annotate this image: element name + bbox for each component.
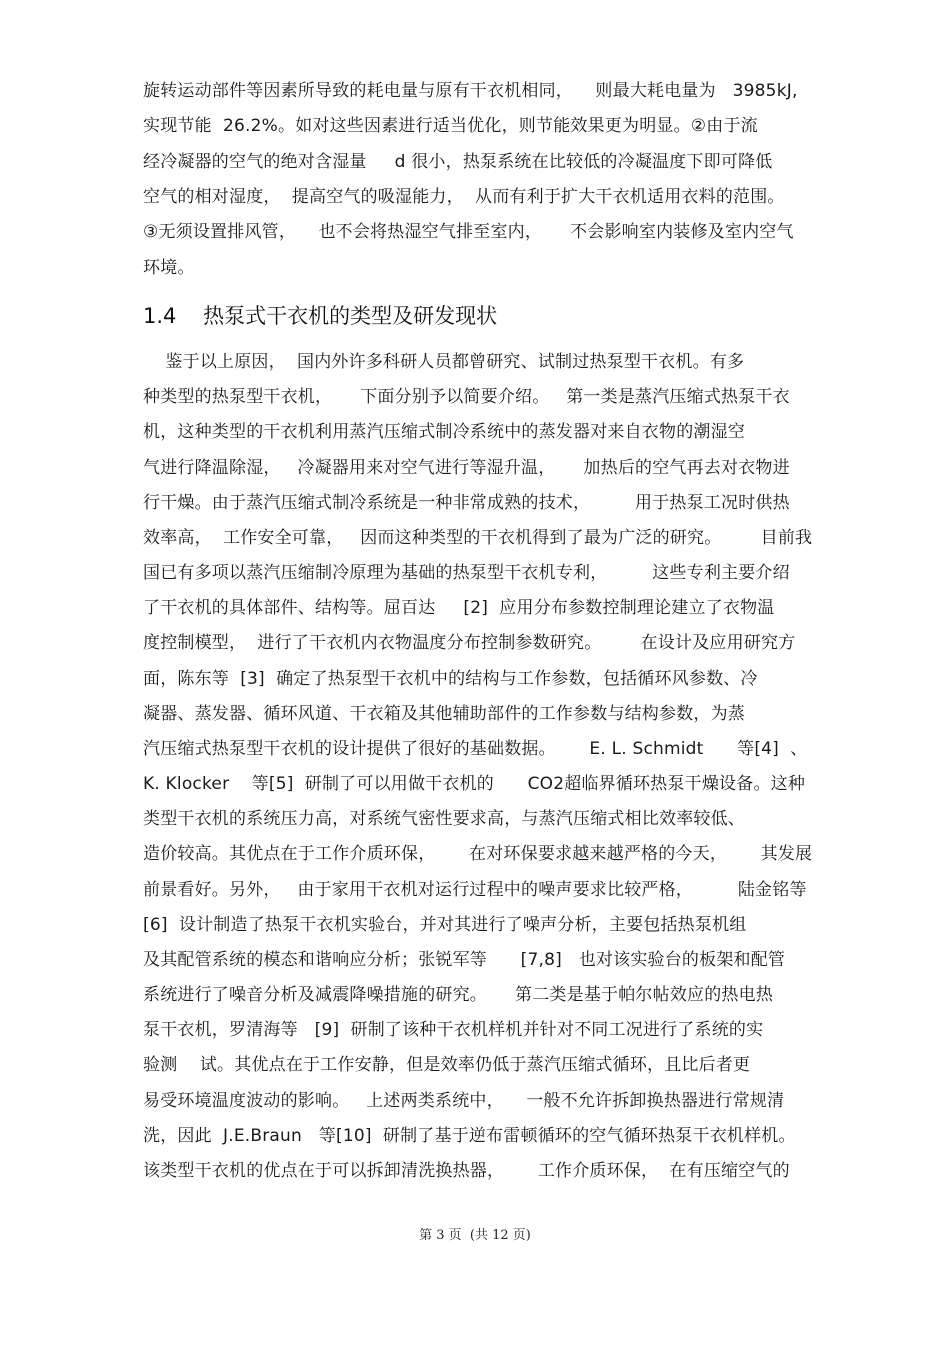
- text-line: 易受环境温度波动的影响。 上述两类系统中， 一般不允许拆卸换热器进行常规清: [143, 1090, 785, 1111]
- text-line: 国已有多项以蒸汽压缩制冷原理为基础的热泵型干衣机专利， 这些专利主要介绍: [143, 563, 790, 584]
- text-line: 空气的相对湿度， 提高空气的吸湿能力， 从而有利于扩大干衣机适用衣料的范围。: [143, 186, 785, 207]
- text-line: 经冷凝器的空气的绝对含湿量 d 很小，热泵系统在比较低的冷凝温度下即可降低: [143, 151, 773, 172]
- text-line: 实现节能 26.2%。如对这些因素进行适当优化，则节能效果更为明显。②由于流: [143, 116, 758, 137]
- text-line: 造价较高。其优点在于工作介质环保， 在对环保要求越来越严格的今天， 其发展: [143, 844, 813, 865]
- text-line: 系统进行了噪音分析及减震降噪措施的研究。 第二类是基于帕尔帖效应的热电热: [143, 985, 774, 1006]
- text-line: 鉴于以上原因， 国内外许多科研人员都曾研究、试制过热泵型干衣机。有多: [143, 352, 745, 372]
- section-heading: 1.4 热泵式干衣机的类型及研发现状: [143, 304, 498, 328]
- text-line: 该类型干衣机的优点在于可以拆卸清洗换热器， 工作介质环保， 在有压缩空气的: [143, 1160, 790, 1181]
- text-line: ③无须设置排风管， 也不会将热湿空气排至室内， 不会影响室内装修及室内空气: [143, 222, 794, 243]
- text-line: 验测 试。其优点在于工作安静，但是效率仍低于蒸汽压缩式循环，且比后者更: [143, 1055, 751, 1076]
- text-line: 泵干衣机，罗清海等 [9] 研制了该种干衣机样机并针对不同工况进行了系统的实: [143, 1020, 764, 1041]
- text-line: 效率高， 工作安全可靠， 因而这种类型的干衣机得到了最为广泛的研究。 目前我: [143, 527, 813, 548]
- text-line: 度控制模型， 进行了干衣机内衣物温度分布控制参数研究。 在设计及应用研究方: [143, 633, 796, 654]
- text-line: 洗，因此 J.E.Braun 等[10] 研制了基于逆布雷顿循环的空气循环热泵干衣机样机。: [143, 1125, 796, 1146]
- text-line: 及其配管系统的模态和谐响应分析；张锐军等 [7,8] 也对该实验台的板架和配管: [143, 949, 786, 970]
- text-line: 类型干衣机的系统压力高，对系统气密性要求高，与蒸汽压缩式相比效率较低、: [143, 809, 745, 830]
- text-line: 旋转运动部件等因素所导致的耗电量与原有干衣机相同， 则最大耗电量为 3985kJ,: [143, 81, 798, 101]
- text-line: 了干衣机的具体部件、结构等。屈百达 [2] 应用分布参数控制理论建立了衣物温: [143, 598, 775, 619]
- text-line: 机，这种类型的干衣机利用蒸汽压缩式制冷系统中的蒸发器对来自衣物的潮湿空: [143, 422, 745, 443]
- page-footer: 第 3 页 (共 12 页): [419, 1228, 531, 1243]
- text-line: 气进行降温除湿， 冷凝器用来对空气进行等湿升温， 加热后的空气再去对衣物进: [143, 457, 790, 478]
- text-line: [6] 设计制造了热泵干衣机实验台，并对其进行了噪声分析，主要包括热泵机组: [143, 914, 747, 935]
- text-line: 面，陈东等 [3] 确定了热泵型干衣机中的结构与工作参数，包括循环风参数、冷: [143, 668, 758, 689]
- text-line: 种类型的热泵型干衣机， 下面分别予以简要介绍。 第一类是蒸汽压缩式热泵干衣: [143, 387, 790, 408]
- text-line: 汽压缩式热泵型干衣机的设计提供了很好的基础数据。 E. L. Schmidt 等[4] 、: [143, 738, 808, 759]
- text-line: 凝器、蒸发器、循环风道、干衣箱及其他辅助部件的工作参数与结构参数，为蒸: [143, 703, 745, 724]
- text-line: 行干燥。由于蒸汽压缩式制冷系统是一种非常成熟的技术， 用于热泵工况时供热: [143, 492, 790, 513]
- text-line: 前景看好。另外， 由于家用干衣机对运行过程中的噪声要求比较严格， 陆金铭等: [143, 879, 807, 900]
- text-line: 环境。: [143, 257, 195, 278]
- text-line: K. Klocker 等[5] 研制了可以用做干衣机的 CO2超临界循环热泵干燥设备。这种: [143, 774, 806, 795]
